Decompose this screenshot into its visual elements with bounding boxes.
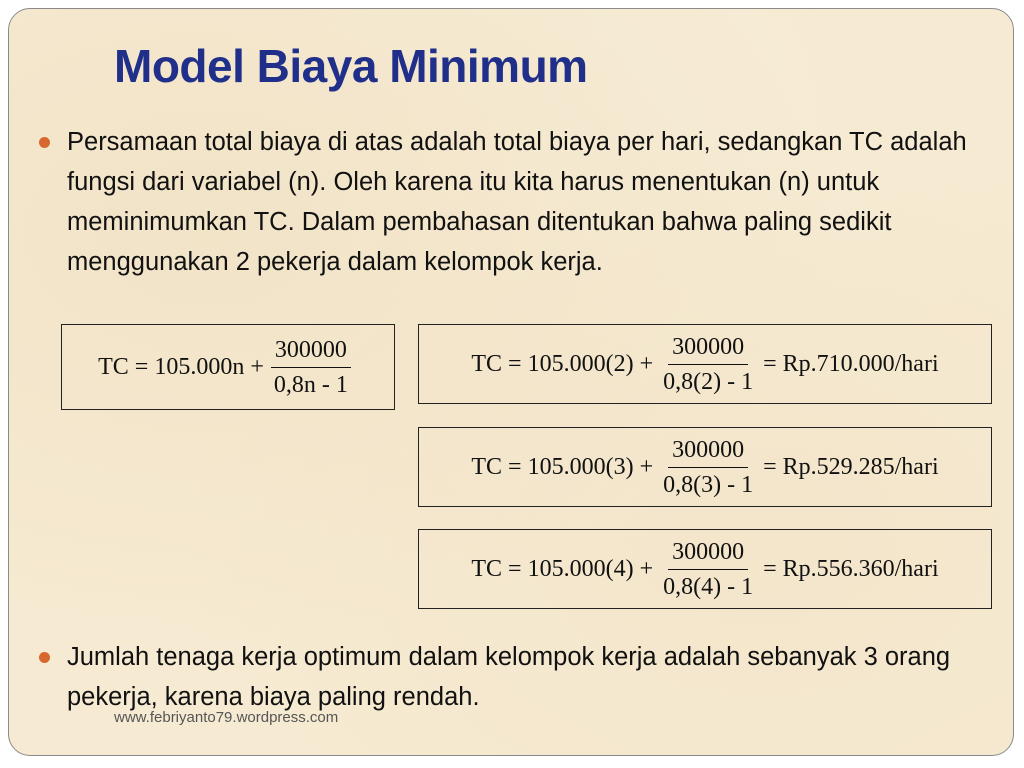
- slide-title: Model Biaya Minimum: [114, 40, 588, 92]
- slide: [8, 8, 1014, 756]
- formula-n3-fraction: [659, 436, 757, 499]
- formula-n3-result: = Rp.529.285/hari: [763, 453, 939, 480]
- formula-general-lhs: TC = 105.000n +: [98, 353, 264, 380]
- formula-general-numerator: 300000: [271, 336, 351, 368]
- formula-n3: [418, 427, 992, 507]
- formula-n4-fraction: [659, 538, 757, 601]
- bullet-item-1: [39, 122, 984, 282]
- formula-n4-denominator: 0,8(4) - 1: [663, 573, 754, 600]
- bullet-item-2: [39, 637, 984, 717]
- formula-n4-numerator: 300000: [668, 538, 748, 570]
- formula-n4-result: = Rp.556.360/hari: [763, 555, 939, 582]
- formula-n3-denominator: 0,8(3) - 1: [663, 471, 754, 498]
- bullet-dot-icon: [39, 137, 50, 148]
- formula-n4-lhs: TC = 105.000(4) +: [471, 555, 654, 582]
- formula-n3-lhs: TC = 105.000(3) +: [471, 453, 654, 480]
- formula-n2-denominator: 0,8(2) - 1: [663, 368, 754, 395]
- formula-n2-lhs: TC = 105.000(2) +: [471, 350, 654, 377]
- bullet-text-2: Jumlah tenaga kerja optimum dalam kelompok kerja adalah sebanyak 3 orang pekerja, karena biaya paling rendah.: [67, 643, 951, 711]
- formula-general: [61, 324, 395, 410]
- formula-general-fraction: [270, 336, 352, 399]
- formula-n2: [418, 324, 992, 404]
- footer-url: www.febriyanto79.wordpress.com: [114, 709, 339, 726]
- bullet-text-1: Persamaan total biaya di atas adalah total biaya per hari, sedangkan TC adalah fungsi dari variabel (n). Oleh karena itu kita harus menentukan (n) untuk meminimumkan TC. Dalam pembahasan ditentukan bahwa paling sedikit menggunakan 2 pekerja dalam kelompok kerja.: [67, 128, 967, 276]
- formula-n4: [418, 529, 992, 609]
- formula-n2-fraction: [659, 333, 757, 396]
- formula-general-denominator: 0,8n - 1: [273, 371, 348, 398]
- formula-n3-numerator: 300000: [668, 436, 748, 468]
- bullet-dot-icon: [39, 652, 50, 663]
- formula-n2-numerator: 300000: [668, 333, 748, 365]
- formula-n2-result: = Rp.710.000/hari: [763, 350, 939, 377]
